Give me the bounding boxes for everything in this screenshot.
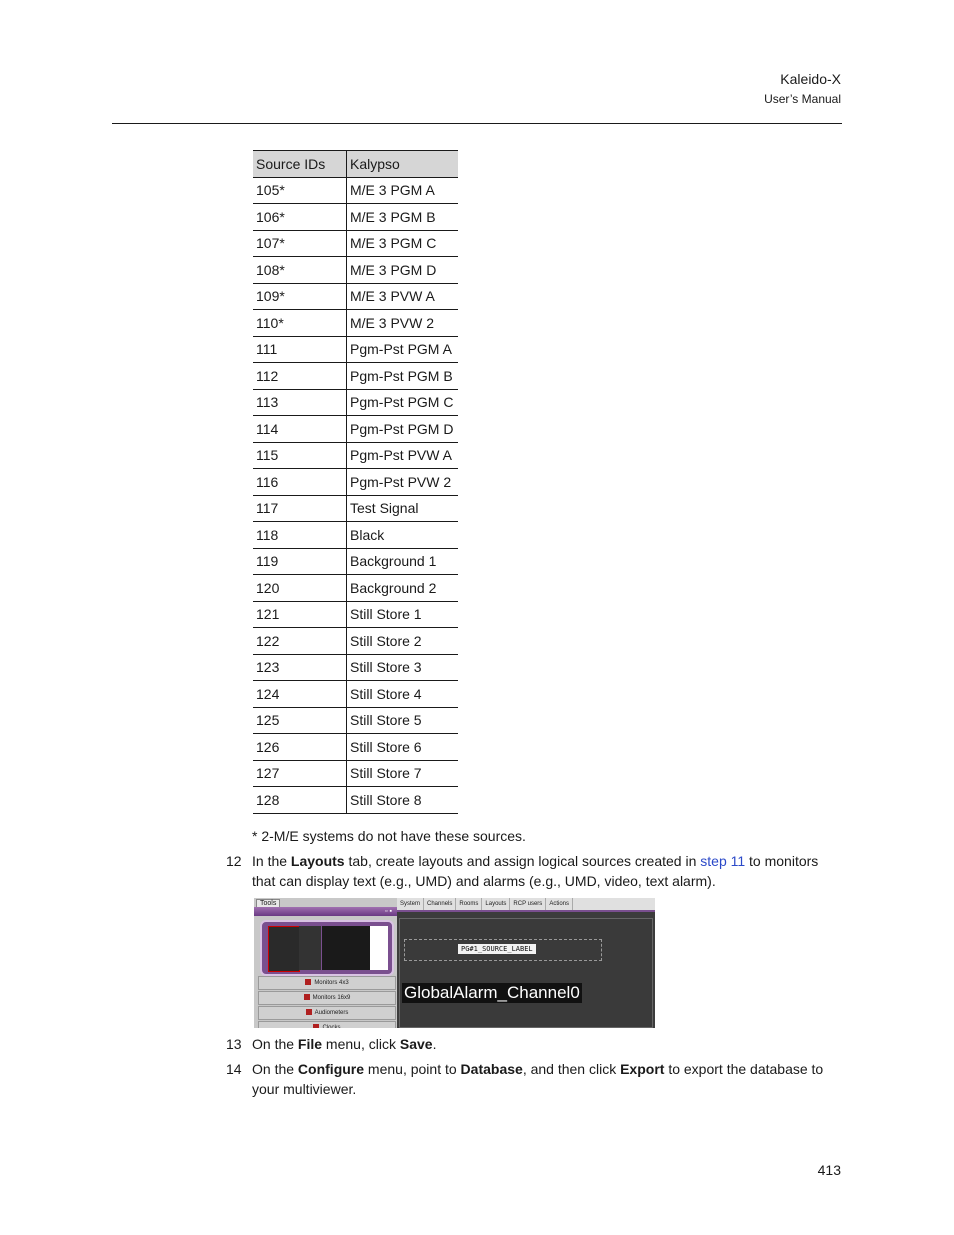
alarm-text-widget: GlobalAlarm_Channel0 <box>404 983 580 1002</box>
table-row <box>253 707 458 734</box>
save-term: Save <box>399 1036 433 1052</box>
kalypso-source-cell: Still Store 2 <box>347 628 459 655</box>
source-id-cell: 123 <box>253 654 347 681</box>
source-id-cell: 125 <box>253 707 347 734</box>
source-id-cell: 107* <box>253 230 347 257</box>
source-id-cell: 119 <box>253 548 347 575</box>
configure-term: Configure <box>297 1061 365 1077</box>
table-row <box>253 230 458 257</box>
source-id-cell: 111 <box>253 336 347 363</box>
layout-thumbnail <box>260 920 394 976</box>
list-item: Clocks <box>258 1021 396 1028</box>
table-row <box>253 575 458 602</box>
tools-tab: Tools <box>256 899 280 908</box>
tab-rooms: Rooms <box>456 898 482 910</box>
header-rule <box>112 123 842 124</box>
header-title: Kaleido-X <box>780 71 841 87</box>
list-item: Monitors 16x9 <box>258 991 396 1005</box>
layout-canvas-panel <box>397 898 655 1028</box>
kalypso-source-cell: Still Store 5 <box>347 707 459 734</box>
kalypso-source-cell: Pgm-Pst PGM C <box>347 389 459 416</box>
source-id-cell: 113 <box>253 389 347 416</box>
table-row <box>253 310 458 337</box>
table-row <box>253 787 458 814</box>
table-row <box>253 257 458 284</box>
tools-panel <box>254 898 397 1028</box>
kalypso-source-cell: Still Store 7 <box>347 760 459 787</box>
panel-titlebar <box>254 907 397 916</box>
kalypso-source-cell: M/E 3 PGM A <box>347 177 459 204</box>
kalypso-source-cell: M/E 3 PGM B <box>347 204 459 231</box>
page-number: 413 <box>817 1162 841 1178</box>
tab-system: System <box>397 898 424 910</box>
source-id-cell: 117 <box>253 495 347 522</box>
source-id-cell: 122 <box>253 628 347 655</box>
source-id-cell: 118 <box>253 522 347 549</box>
table-row <box>253 363 458 390</box>
source-id-cell: 128 <box>253 787 347 814</box>
source-id-cell: 116 <box>253 469 347 496</box>
column-header-source-ids: Source IDs <box>253 151 347 178</box>
menu-tabs <box>397 898 655 912</box>
table-row <box>253 495 458 522</box>
kalypso-source-cell: Pgm-Pst PGM A <box>347 336 459 363</box>
step-text: On the Configure menu, point to Database, and then click Export to export the database to your multiviewer. <box>252 1061 824 1097</box>
step-number: 12 <box>226 853 242 869</box>
table-row <box>253 601 458 628</box>
kalypso-source-cell: Pgm-Pst PGM B <box>347 363 459 390</box>
table-row <box>253 548 458 575</box>
source-id-cell: 109* <box>253 283 347 310</box>
kalypso-source-cell: M/E 3 PVW A <box>347 283 459 310</box>
step-number: 13 <box>226 1036 242 1052</box>
tab-actions: Actions <box>546 898 573 910</box>
thumbnail-tile <box>322 926 370 970</box>
source-id-cell: 115 <box>253 442 347 469</box>
kalypso-source-cell: Black <box>347 522 459 549</box>
table-row <box>253 389 458 416</box>
kalypso-source-cell: M/E 3 PGM D <box>347 257 459 284</box>
table-row <box>253 654 458 681</box>
thumbnail-tile <box>299 926 321 970</box>
kalypso-source-cell: Still Store 8 <box>347 787 459 814</box>
kalypso-source-cell: M/E 3 PVW 2 <box>347 310 459 337</box>
kalypso-source-cell: Pgm-Pst PVW A <box>347 442 459 469</box>
table-body <box>253 177 458 813</box>
table-row <box>253 177 458 204</box>
list-item: Monitors 4x3 <box>258 976 396 990</box>
kalypso-source-cell: Still Store 4 <box>347 681 459 708</box>
table-row <box>253 628 458 655</box>
step-11-link[interactable]: step 11 <box>700 853 746 869</box>
column-header-kalypso: Kalypso <box>347 151 459 178</box>
list-item: Audiometers <box>258 1006 396 1020</box>
folder-icon <box>304 994 310 1000</box>
source-id-cell: 126 <box>253 734 347 761</box>
export-term: Export <box>620 1061 665 1077</box>
kalypso-source-cell: Background 2 <box>347 575 459 602</box>
kalypso-source-cell: Still Store 6 <box>347 734 459 761</box>
table-row <box>253 283 458 310</box>
kalypso-source-cell: Still Store 3 <box>347 654 459 681</box>
table-footnote: * 2-M/E systems do not have these sources. <box>252 828 526 844</box>
layouts-term: Layouts <box>290 853 345 869</box>
kalypso-source-cell: Still Store 1 <box>347 601 459 628</box>
kalypso-source-cell: M/E 3 PGM C <box>347 230 459 257</box>
kalypso-source-cell: Background 1 <box>347 548 459 575</box>
source-ids-table <box>253 150 458 814</box>
header-subtitle: User’s Manual <box>764 92 841 106</box>
folder-icon <box>313 1024 319 1028</box>
step-text: In the Layouts tab, create layouts and assign logical sources created in step 11 to monitors that can display text (e.g., UMD) and alarms (e.g., UMD, video, text alarm). <box>252 853 819 889</box>
source-id-cell: 110* <box>253 310 347 337</box>
window-controls-icon: ▫▪ <box>385 908 394 915</box>
layout-editor-screenshot <box>254 898 655 1028</box>
source-id-cell: 124 <box>253 681 347 708</box>
table-row <box>253 204 458 231</box>
tools-list <box>258 976 396 1028</box>
table-row <box>253 681 458 708</box>
file-term: File <box>297 1036 323 1052</box>
source-id-cell: 105* <box>253 177 347 204</box>
folder-icon <box>306 1009 312 1015</box>
table-row <box>253 522 458 549</box>
tab-channels: Channels <box>424 898 456 910</box>
source-id-cell: 108* <box>253 257 347 284</box>
source-id-cell: 127 <box>253 760 347 787</box>
source-id-cell: 121 <box>253 601 347 628</box>
kalypso-source-cell: Test Signal <box>347 495 459 522</box>
thumbnail-tile <box>268 926 300 972</box>
step-number: 14 <box>226 1061 242 1077</box>
thumbnail-tile <box>370 926 388 970</box>
step-text: On the File menu, click Save. <box>252 1036 437 1052</box>
table-row <box>253 416 458 443</box>
source-id-cell: 114 <box>253 416 347 443</box>
kalypso-source-cell: Pgm-Pst PGM D <box>347 416 459 443</box>
layout-canvas <box>399 918 653 1028</box>
table-row <box>253 442 458 469</box>
table-header-row <box>253 151 458 178</box>
table-row <box>253 734 458 761</box>
database-term: Database <box>460 1061 523 1077</box>
source-id-cell: 106* <box>253 204 347 231</box>
source-id-cell: 112 <box>253 363 347 390</box>
kalypso-source-cell: Pgm-Pst PVW 2 <box>347 469 459 496</box>
source-label-widget: PG#1_SOURCE_LABEL <box>458 944 536 954</box>
table-row <box>253 760 458 787</box>
table-row <box>253 469 458 496</box>
tab-layouts: Layouts <box>482 898 510 910</box>
source-id-cell: 120 <box>253 575 347 602</box>
tab-rcp-users: RCP users <box>510 898 546 910</box>
table-row <box>253 336 458 363</box>
folder-icon <box>305 979 311 985</box>
